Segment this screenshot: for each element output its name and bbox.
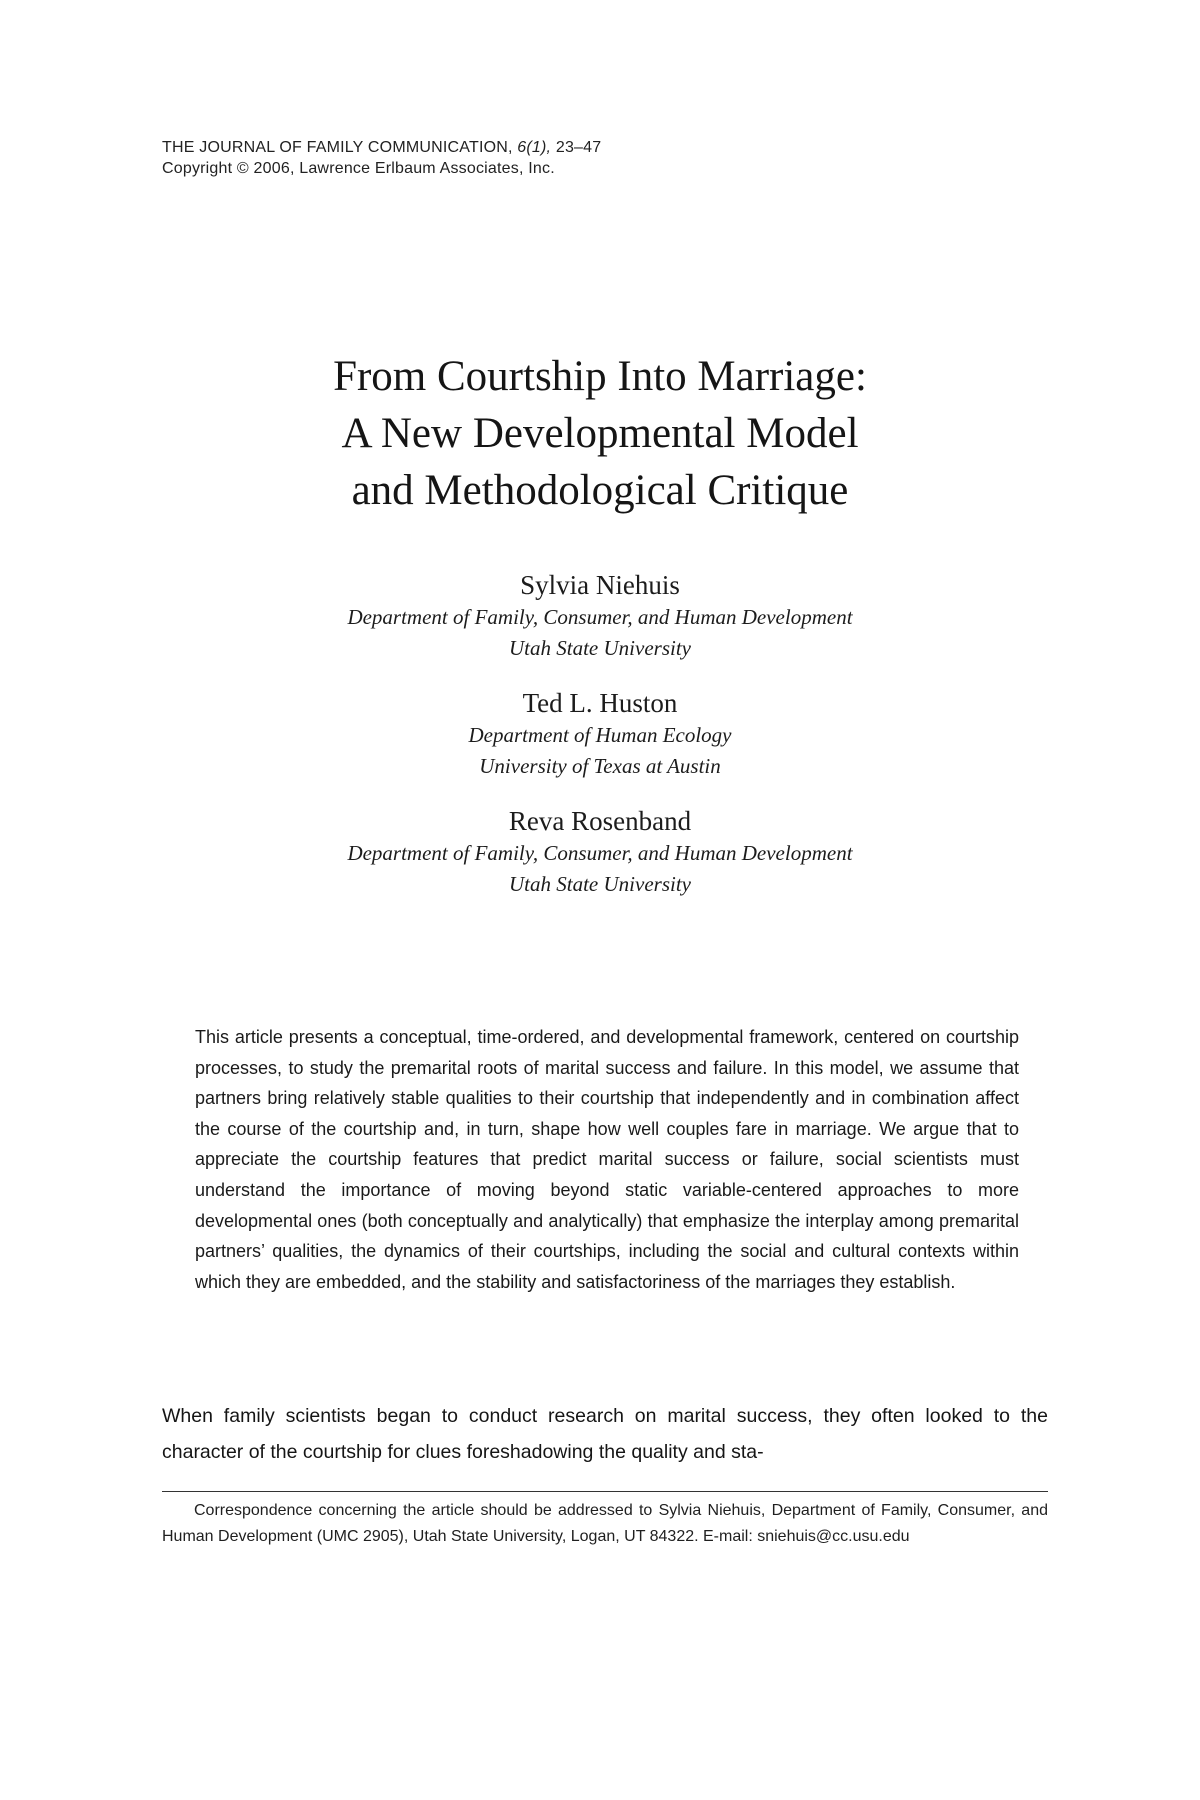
author-name: Ted L. Huston xyxy=(522,688,678,718)
author-block xyxy=(0,568,1200,664)
abstract: This article presents a conceptual, time-ordered, and developmental framework, centered on courtship processes, to study the premarital roots of marital success and failure. In this model, we assume that partners bring relatively stable qualities to their courtship that independently and in combination affect the course of the courtship and, in turn, shape how well couples fare in marriage. We argue that to appreciate the courtship features that predict marital success or failure, social scientists must understand the importance of moving beyond static variable-centered approaches to more developmental ones (both conceptually and analytically) that emphasize the interplay among premarital partners’ qualities, the dynamics of their courtships, including the social and cultural contexts within which they are embedded, and the stability and satisfactoriness of the marriages they establish. xyxy=(195,1027,1019,1292)
journal-issue: 6(1), xyxy=(517,139,552,156)
author-block xyxy=(0,804,1200,900)
author-department: Department of Family, Consumer, and Human Development xyxy=(347,605,853,629)
author-name: Reva Rosenband xyxy=(508,806,692,836)
author-department: Department of Family, Consumer, and Human Development xyxy=(347,841,853,865)
title-line-3: and Methodological Critique xyxy=(351,467,849,514)
author-institution: Utah State University xyxy=(509,872,691,896)
author-block xyxy=(0,686,1200,782)
author-list xyxy=(0,568,1200,922)
author-name: Sylvia Niehuis xyxy=(520,570,680,600)
footnote-text: Correspondence concerning the article should be addressed to Sylvia Niehuis, Department of Family, Consumer, and Human Development (UMC 2905), Utah State University, Logan, UT 84322. E-mail: sniehuis@cc.usu.edu xyxy=(162,1502,1048,1545)
author-institution: Utah State University xyxy=(509,636,691,660)
article-title xyxy=(0,348,1200,519)
journal-citation xyxy=(162,137,962,158)
author-institution: University of Texas at Austin xyxy=(479,754,721,778)
author-department: Department of Human Ecology xyxy=(468,723,732,747)
copyright-line: Copyright © 2006, Lawrence Erlbaum Associates, Inc. xyxy=(162,160,555,177)
correspondence-footnote xyxy=(162,1498,1048,1550)
title-line-2: A New Developmental Model xyxy=(341,410,859,457)
body-paragraph: When family scientists began to conduct research on marital success, they often looked to the character of the courtship for clues foreshadowing the quality and sta- xyxy=(162,1405,1048,1463)
journal-name: THE JOURNAL OF FAMILY COMMUNICATION, xyxy=(162,139,513,156)
footnote-divider xyxy=(162,1491,1048,1492)
title-line-1: From Courtship Into Marriage: xyxy=(333,353,867,400)
journal-header xyxy=(162,137,962,179)
journal-pages: 23–47 xyxy=(555,139,602,156)
